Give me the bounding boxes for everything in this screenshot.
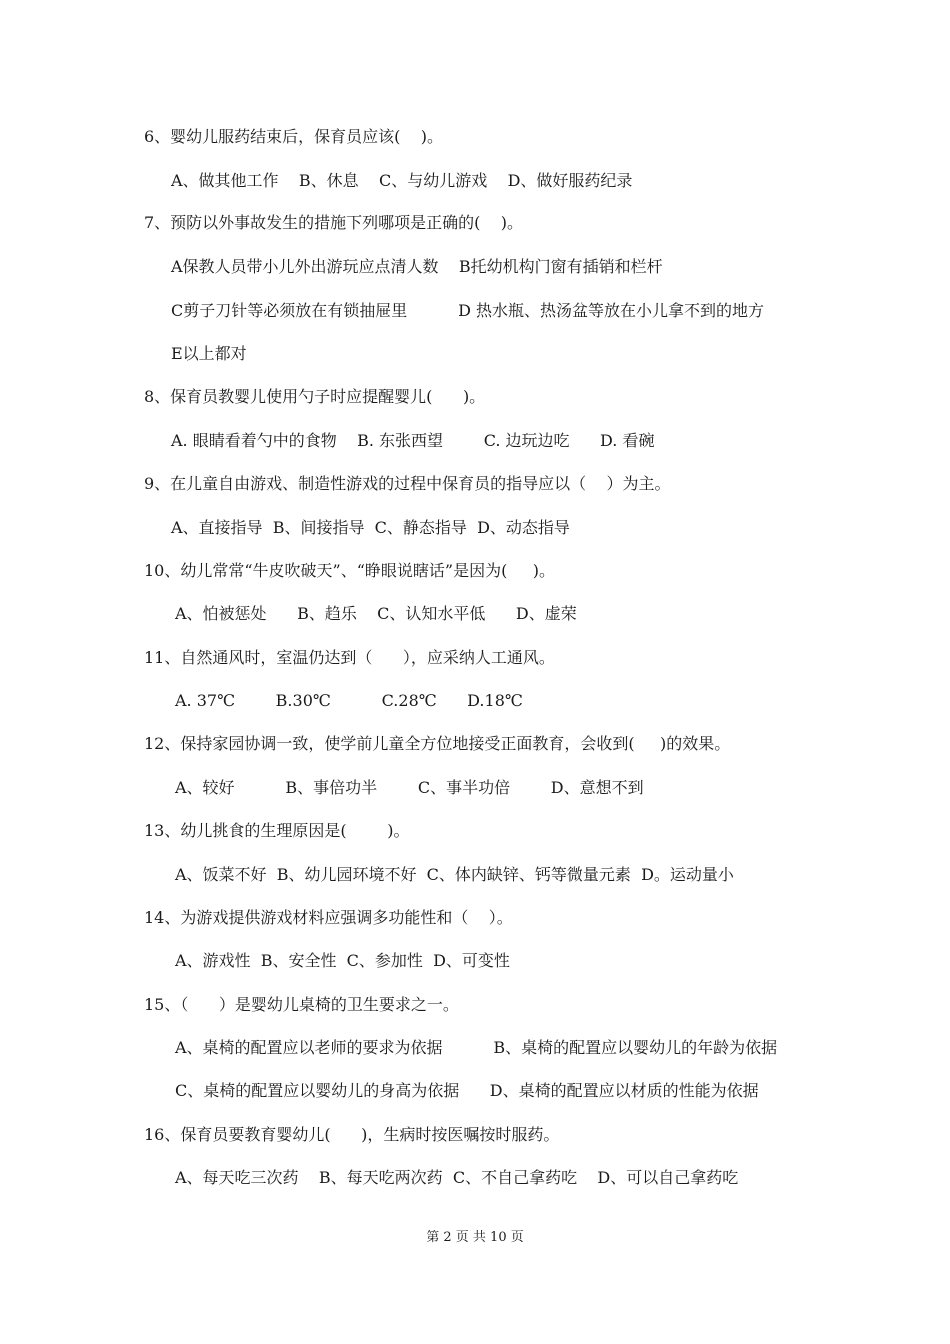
question-7-options-line-2: C剪子刀针等必须放在有锁抽屉里 D 热水瓶、热汤盆等放在小儿拿不到的地方	[171, 301, 765, 320]
question-11-options: A. 37℃ B.30℃ C.28℃ D.18℃	[175, 691, 523, 710]
question-9-stem: 9、在儿童自由游戏、制造性游戏的过程中保育员的指导应以（ ）为主。	[144, 474, 671, 493]
question-10-options: A、怕被惩处 B、趋乐 C、认知水平低 D、虚荣	[175, 604, 577, 623]
question-10-stem: 10、幼儿常常“牛皮吹破天”、“睁眼说瞎话”是因为( )。	[144, 561, 555, 580]
page-footer: 第 2 页 共 10 页	[426, 1230, 524, 1245]
question-13-stem: 13、幼儿挑食的生理原因是( )。	[144, 821, 410, 840]
question-11-stem: 11、自然通风时，室温仍达到（ ），应采纳人工通风。	[144, 648, 555, 667]
question-12-options: A、较好 B、事倍功半 C、事半功倍 D、意想不到	[175, 778, 644, 797]
question-15-options-line-2: C、桌椅的配置应以婴幼儿的身高为依据 D、桌椅的配置应以材质的性能为依据	[175, 1081, 759, 1100]
question-7-stem: 7、预防以外事故发生的措施下列哪项是正确的( )。	[144, 213, 524, 232]
question-6-options: A、做其他工作 B、休息 C、与幼儿游戏 D、做好服药纪录	[171, 171, 633, 190]
question-12-stem: 12、保持家园协调一致，使学前儿童全方位地接受正面教育，会收到( )的效果。	[144, 734, 731, 753]
question-14-options: A、游戏性 B、安全性 C、参加性 D、可变性	[175, 951, 510, 970]
question-16-options: A、每天吃三次药 B、每天吃两次药 C、不自己拿药吃 D、可以自己拿药吃	[175, 1168, 739, 1187]
question-15-options-line-1: A、桌椅的配置应以老师的要求为依据 B、桌椅的配置应以婴幼儿的年龄为依据	[175, 1038, 778, 1057]
question-7-options-line-1: A保教人员带小儿外出游玩应点清人数 B托幼机构门窗有插销和栏杆	[171, 257, 663, 276]
question-9-options: A、直接指导 B、间接指导 C、静态指导 D、动态指导	[171, 518, 570, 537]
question-14-stem: 14、为游戏提供游戏材料应强调多功能性和（ ）。	[144, 908, 513, 927]
question-13-options: A、饭菜不好 B、幼儿园环境不好 C、体内缺锌、钙等微量元素 D。运动量小	[175, 865, 734, 884]
question-7-options-line-3: E以上都对	[171, 344, 247, 363]
question-8-stem: 8、保育员教婴儿使用勺子时应提醒婴儿( )。	[144, 387, 486, 406]
question-6-stem: 6、婴幼儿服药结束后，保育员应该( )。	[144, 127, 444, 146]
question-8-options: A. 眼睛看着勺中的食物 B. 东张西望 C. 边玩边吃 D. 看碗	[171, 431, 655, 450]
question-15-stem: 15、（ ）是婴幼儿桌椅的卫生要求之一。	[144, 995, 459, 1014]
question-16-stem: 16、保育员要教育婴幼儿( )，生病时按医嘱按时服药。	[144, 1125, 560, 1144]
